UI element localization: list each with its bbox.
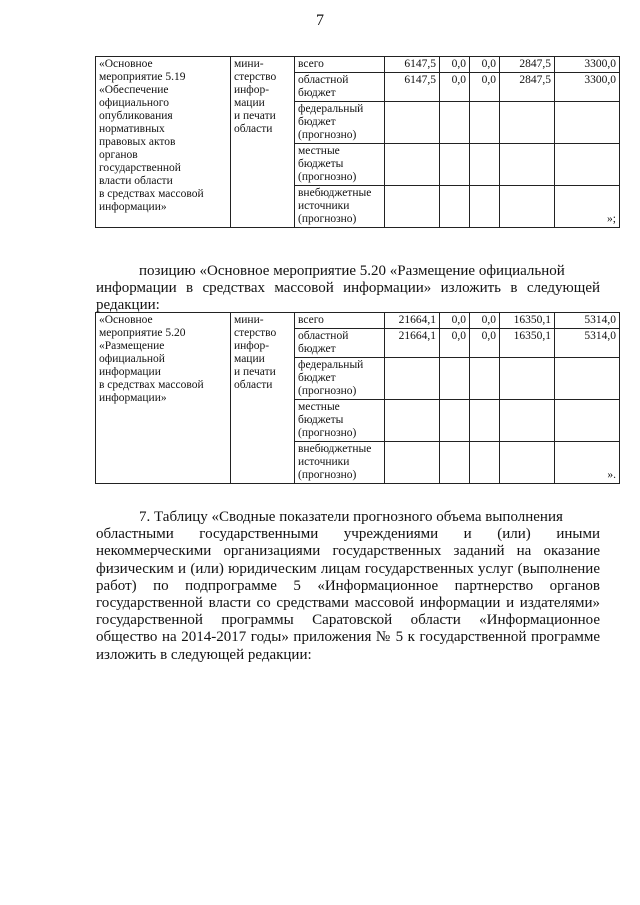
executor-cell-line: мации [234, 353, 265, 365]
amount-cell [440, 186, 470, 228]
funding-source-cell-line: источники [298, 200, 350, 212]
funding-source-cell-line: бюджет [298, 87, 336, 99]
executor-cell-line: мини- [234, 314, 264, 326]
funding-source-cell-line: внебюджетные [298, 187, 372, 199]
amount-cell [555, 442, 620, 484]
funding-source-cell-line: внебюджетные [298, 443, 372, 455]
amount-cell: 16350,1 [500, 313, 555, 329]
amount-cell: 16350,1 [500, 329, 555, 358]
amount-cell [500, 102, 555, 144]
budget-table-5-20 [95, 312, 620, 484]
funding-source-cell-line: (прогнозно) [298, 469, 357, 481]
funding-source-cell-line: федеральный [298, 103, 364, 115]
executor-cell-line: области [234, 379, 273, 391]
amount-cell [440, 144, 470, 186]
funding-source-cell-line: (прогнозно) [298, 213, 357, 225]
amount-cell: 21664,1 [385, 313, 440, 329]
amount-cell: 5314,0 [555, 329, 620, 358]
paragraph-table-7 [96, 509, 600, 664]
amount-cell [470, 102, 500, 144]
amount-cell [385, 400, 440, 442]
activity-name-cell-line: опубликования [99, 110, 173, 122]
funding-source-cell-line: (прогнозно) [298, 129, 357, 141]
activity-name-cell-line: в средствах массовой [99, 188, 204, 200]
closing-quote-mark: ». [607, 469, 616, 481]
amount-cell: 0,0 [470, 57, 500, 73]
activity-name-cell-line: государственной [99, 162, 181, 174]
amount-cell: 0,0 [470, 313, 500, 329]
activity-name-cell-line: «Размещение [99, 340, 165, 352]
amount-cell: 3300,0 [555, 57, 620, 73]
funding-source-cell [295, 329, 385, 358]
funding-source-cell-line: бюджет [298, 372, 336, 384]
activity-name-cell-line: в средствах массовой [99, 379, 204, 391]
amount-cell [385, 442, 440, 484]
funding-source-cell [295, 73, 385, 102]
amount-cell [470, 144, 500, 186]
activity-name-cell-line: «Основное [99, 58, 153, 70]
funding-source-cell-line: всего [298, 58, 324, 70]
funding-source-cell-line: (прогнозно) [298, 427, 357, 439]
amount-cell: 21664,1 [385, 329, 440, 358]
executor-cell-line: инфор- [234, 84, 270, 96]
funding-source-cell-line: областной [298, 74, 349, 86]
activity-name-cell-line: «Обеспечение [99, 84, 169, 96]
funding-source-cell-line: источники [298, 456, 350, 468]
paragraph-position-5-20 [96, 263, 600, 315]
activity-name-cell-line: власти области [99, 175, 173, 187]
amount-cell [555, 400, 620, 442]
funding-source-cell [295, 186, 385, 228]
funding-source-cell-line: бюджеты [298, 414, 344, 426]
budget-table-5-19 [95, 56, 620, 228]
amount-cell [385, 358, 440, 400]
paragraph-first-line: 7. Таблицу «Сводные показатели прогнозного объема выполнения [139, 509, 563, 525]
activity-name-cell [96, 313, 231, 484]
funding-source-cell [295, 102, 385, 144]
table-row [96, 313, 620, 329]
amount-cell: 0,0 [470, 73, 500, 102]
amount-cell [470, 442, 500, 484]
executor-cell-line: мини- [234, 58, 264, 70]
funding-source-cell-line: (прогнозно) [298, 171, 357, 183]
amount-cell [555, 358, 620, 400]
executor-cell-line: и печати [234, 110, 276, 122]
amount-cell [385, 102, 440, 144]
amount-cell: 0,0 [440, 313, 470, 329]
executor-cell-line: мации [234, 97, 265, 109]
activity-name-cell-line: органов [99, 149, 138, 161]
amount-cell: 6147,5 [385, 73, 440, 102]
activity-name-cell-line: мероприятие 5.20 [99, 327, 186, 339]
activity-name-cell [96, 57, 231, 228]
funding-source-cell [295, 57, 385, 73]
activity-name-cell-line: «Основное [99, 314, 153, 326]
executor-cell-line: стерство [234, 327, 277, 339]
amount-cell [385, 144, 440, 186]
amount-cell [470, 186, 500, 228]
amount-cell [470, 358, 500, 400]
paragraph-first-line: позицию «Основное мероприятие 5.20 «Размещение официальной [139, 263, 565, 279]
executor-cell-line: и печати [234, 366, 276, 378]
activity-name-cell-line: официального [99, 97, 169, 109]
amount-cell [500, 358, 555, 400]
amount-cell: 2847,5 [500, 57, 555, 73]
activity-name-cell-line: информации [99, 366, 161, 378]
activity-name-cell-line: информации» [99, 392, 167, 404]
amount-cell [500, 400, 555, 442]
amount-cell [440, 102, 470, 144]
amount-cell: 0,0 [440, 73, 470, 102]
executor-cell [231, 313, 295, 484]
amount-cell [385, 186, 440, 228]
executor-cell-line: инфор- [234, 340, 270, 352]
amount-cell [555, 144, 620, 186]
funding-source-cell [295, 313, 385, 329]
funding-source-cell-line: (прогнозно) [298, 385, 357, 397]
amount-cell: 0,0 [440, 329, 470, 358]
funding-source-cell-line: бюджет [298, 116, 336, 128]
amount-cell: 5314,0 [555, 313, 620, 329]
funding-source-cell-line: федеральный [298, 359, 364, 371]
funding-source-cell-line: всего [298, 314, 324, 326]
activity-name-cell-line: официальной [99, 353, 165, 365]
page-number: 7 [316, 12, 324, 29]
amount-cell [440, 358, 470, 400]
closing-quote-mark: »; [607, 213, 616, 225]
funding-source-cell [295, 144, 385, 186]
amount-cell: 0,0 [440, 57, 470, 73]
funding-source-cell-line: бюджеты [298, 158, 344, 170]
amount-cell [470, 400, 500, 442]
funding-source-cell [295, 442, 385, 484]
executor-cell-line: стерство [234, 71, 277, 83]
activity-name-cell-line: нормативных [99, 123, 165, 135]
amount-cell [500, 144, 555, 186]
amount-cell [440, 400, 470, 442]
paragraph-body: областными государственными учреждениями и (или) иными некоммерческими организациями государственных заданий на оказание физическим и (или) юридическим лицам государственных услуг (выполнение работ) по подпрограмме 5 «Информационное партнерство органов государственной власти со средствами массовой информации и издателями» государственной программы Саратовской области «Информационное общество на 2014-2017 годы» приложения № 5 к государственной программе изложить в следующей редакции: [96, 526, 600, 663]
amount-cell: 6147,5 [385, 57, 440, 73]
activity-name-cell-line: мероприятие 5.19 [99, 71, 186, 83]
funding-source-cell-line: бюджет [298, 343, 336, 355]
amount-cell [440, 442, 470, 484]
executor-cell [231, 57, 295, 228]
activity-name-cell-line: правовых актов [99, 136, 176, 148]
amount-cell [555, 102, 620, 144]
amount-cell [555, 186, 620, 228]
activity-name-cell-line: информации» [99, 201, 167, 213]
paragraph-body: информации в средствах массовой информации» изложить в следующей редакции: [96, 280, 600, 314]
funding-source-cell-line: областной [298, 330, 349, 342]
amount-cell: 2847,5 [500, 73, 555, 102]
amount-cell: 3300,0 [555, 73, 620, 102]
funding-source-cell [295, 358, 385, 400]
amount-cell [500, 186, 555, 228]
funding-source-cell-line: местные [298, 145, 340, 157]
funding-source-cell-line: местные [298, 401, 340, 413]
executor-cell-line: области [234, 123, 273, 135]
amount-cell [500, 442, 555, 484]
funding-source-cell [295, 400, 385, 442]
amount-cell: 0,0 [470, 329, 500, 358]
table-row [96, 57, 620, 73]
